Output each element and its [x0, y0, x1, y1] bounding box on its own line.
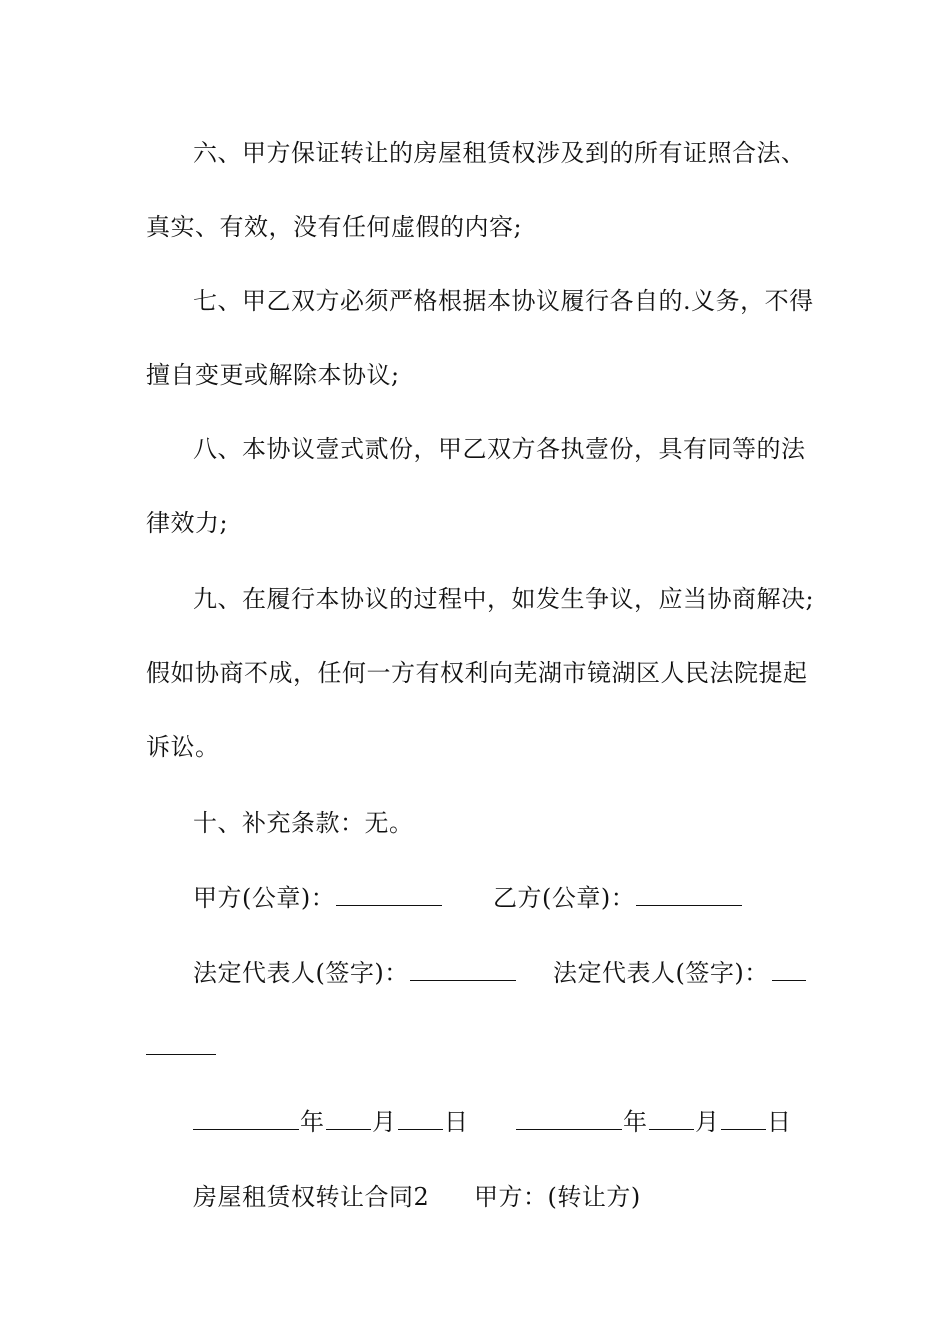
legal-rep-a-blank — [410, 958, 516, 981]
clause-9-line-2: 假如协商不成，任何一方有权利向芜湖市镜湖区人民法院提起 — [146, 659, 808, 687]
date-b-day-label: 日 — [767, 1108, 792, 1136]
legal-rep-continuation — [0, 1032, 950, 1062]
party-b-seal-blank — [636, 883, 742, 906]
date-a-day-blank — [398, 1107, 443, 1130]
party-b-seal-label: 乙方(公章)： — [493, 884, 636, 912]
clause-8-line-1: 八、本协议壹式贰份，甲乙双方各执壹份，具有同等的法 — [193, 435, 806, 463]
clause-7-line-2: 擅自变更或解除本协议; — [146, 361, 400, 389]
legal-rep-row — [0, 958, 950, 988]
date-b-month-label: 月 — [695, 1108, 720, 1136]
date-row — [0, 1107, 950, 1137]
next-contract-party: 甲方：(转让方) — [474, 1183, 641, 1211]
clause-8-line-2: 律效力; — [146, 509, 229, 537]
date-b-day-blank — [721, 1107, 766, 1130]
clause-9-line-3: 诉讼。 — [146, 733, 220, 761]
next-contract-title: 房屋租赁权转让合同2 — [193, 1183, 430, 1211]
date-b-year-label: 年 — [623, 1108, 648, 1136]
legal-rep-b-label: 法定代表人(签字)： — [553, 959, 769, 987]
legal-rep-b-blank-end — [146, 1032, 216, 1055]
legal-rep-a-label: 法定代表人(签字)： — [193, 959, 409, 987]
date-a-month-blank — [326, 1107, 371, 1130]
next-contract-row — [0, 1182, 950, 1212]
clause-6-line-1: 六、甲方保证转让的房屋租赁权涉及到的所有证照合法、 — [193, 139, 806, 167]
party-a-seal-blank — [336, 883, 442, 906]
clause-9-line-1: 九、在履行本协议的过程中，如发生争议，应当协商解决; — [193, 585, 815, 613]
date-b-month-blank — [649, 1107, 694, 1130]
clause-10: 十、补充条款：无。 — [193, 809, 414, 837]
date-b-year-blank — [516, 1107, 622, 1130]
date-a-year-blank — [193, 1107, 299, 1130]
party-a-seal-label: 甲方(公章)： — [193, 884, 336, 912]
date-a-month-label: 月 — [372, 1108, 397, 1136]
date-a-year-label: 年 — [300, 1108, 325, 1136]
seal-row — [0, 883, 950, 913]
clause-7-line-1: 七、甲乙双方必须严格根据本协议履行各自的.义务，不得 — [193, 287, 814, 315]
legal-rep-b-blank-start — [772, 958, 806, 981]
clause-6-line-2: 真实、有效，没有任何虚假的内容; — [146, 213, 523, 241]
date-a-day-label: 日 — [444, 1108, 469, 1136]
